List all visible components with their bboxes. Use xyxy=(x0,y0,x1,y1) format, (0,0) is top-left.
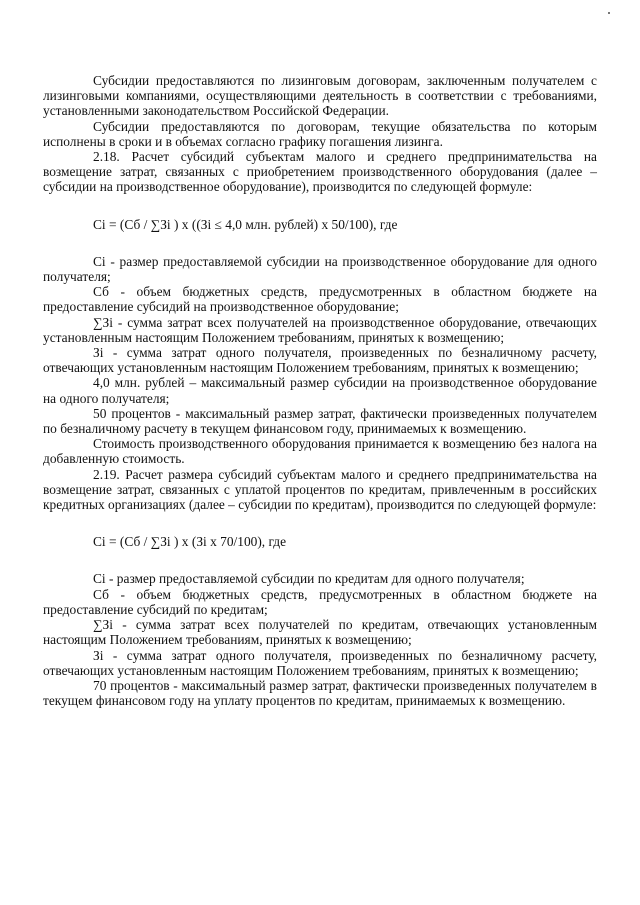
definition-ci-equipment: Ci - размер предоставляемой субсидии на производственное оборудование для одного получателя; xyxy=(43,253,597,285)
formula-equipment-subsidy: Ci = (Сб / ∑Зi ) х ((Зi ≤ 4,0 млн. рублей) х 50/100), где xyxy=(93,216,398,232)
definition-50-percent: 50 процентов - максимальный размер затрат, фактически произведенных получателем по безналичному расчету в текущем финансовом году, принимаемых к возмещению. xyxy=(43,405,597,437)
paragraph-section-2-18: 2.18. Расчет субсидий субъектам малого и среднего предпринимательства на возмещение затрат, связанных с приобретением производственного оборудования (далее – субсидии на производственное оборудование), производится по следующей формуле: xyxy=(43,149,597,195)
document-body xyxy=(43,73,597,708)
scan-speck xyxy=(608,12,610,14)
definition-sum-zi-credit: ∑Зi - сумма затрат всех получателей по кредитам, отвечающих установленным настоящим Положением требованиям, принятых к возмещению; xyxy=(43,617,597,648)
paragraph-vat-note: Стоимость производственного оборудования принимается к возмещению без налога на добавленную стоимость. xyxy=(43,436,597,467)
definition-max-4mln: 4,0 млн. рублей – максимальный размер субсидии на производственное оборудование на одного получателя; xyxy=(43,375,597,406)
paragraph-section-2-19: 2.19. Расчет размера субсидий субъектам малого и среднего предпринимательства на возмещение затрат, связанных с уплатой процентов по кредитам, привлеченным в российских кредитных организациях (далее – субсидии по кредитам), производится по следующей формуле: xyxy=(43,466,597,513)
definition-sum-zi-equipment: ∑Зi - сумма затрат всех получателей на производственное оборудование, отвечающих установленным настоящим Положением требованиям, принятых к возмещению; xyxy=(43,314,597,345)
paragraph-leasing-contracts: Субсидии предоставляются по лизинговым договорам, заключенным получателем с лизинговыми компаниями, осуществляющими деятельность в соответствии с требованиями, установленными законодательством Российской Федерации. xyxy=(43,73,597,119)
definition-70-percent: 70 процентов - максимальный размер затрат, фактически произведенных получателем в текущем финансовом году на уплату процентов по кредитам, принимаемых к возмещению. xyxy=(43,677,597,709)
paragraph-leasing-schedule: Субсидии предоставляются по договорам, текущие обязательства по которым исполнены в сроки и в объемах согласно графику погашения лизинга. xyxy=(43,118,597,149)
definition-ci-credit: Ci - размер предоставляемой субсидии по кредитам для одного получателя; xyxy=(93,571,525,587)
definition-zi-equipment: Зi - сумма затрат одного получателя, произведенных по безналичному расчету, отвечающих установленным настоящим Положением требованиям, принятых к возмещению; xyxy=(43,345,597,376)
definition-sb-credit: Сб - объем бюджетных средств, предусмотренных в областном бюджете на предоставление субсидий по кредитам; xyxy=(43,586,597,617)
definition-sb-equipment: Сб - объем бюджетных средств, предусмотренных в областном бюджете на предоставление субсидий на производственное оборудование; xyxy=(43,284,597,315)
formula-credit-subsidy: Ci = (Сб / ∑Зi ) х (Зi х 70/100), где xyxy=(93,534,287,550)
definition-zi-credit: Зi - сумма затрат одного получателя, произведенных по безналичному расчету, отвечающих установленным настоящим Положением требованиям, принятых к возмещению; xyxy=(43,647,597,678)
